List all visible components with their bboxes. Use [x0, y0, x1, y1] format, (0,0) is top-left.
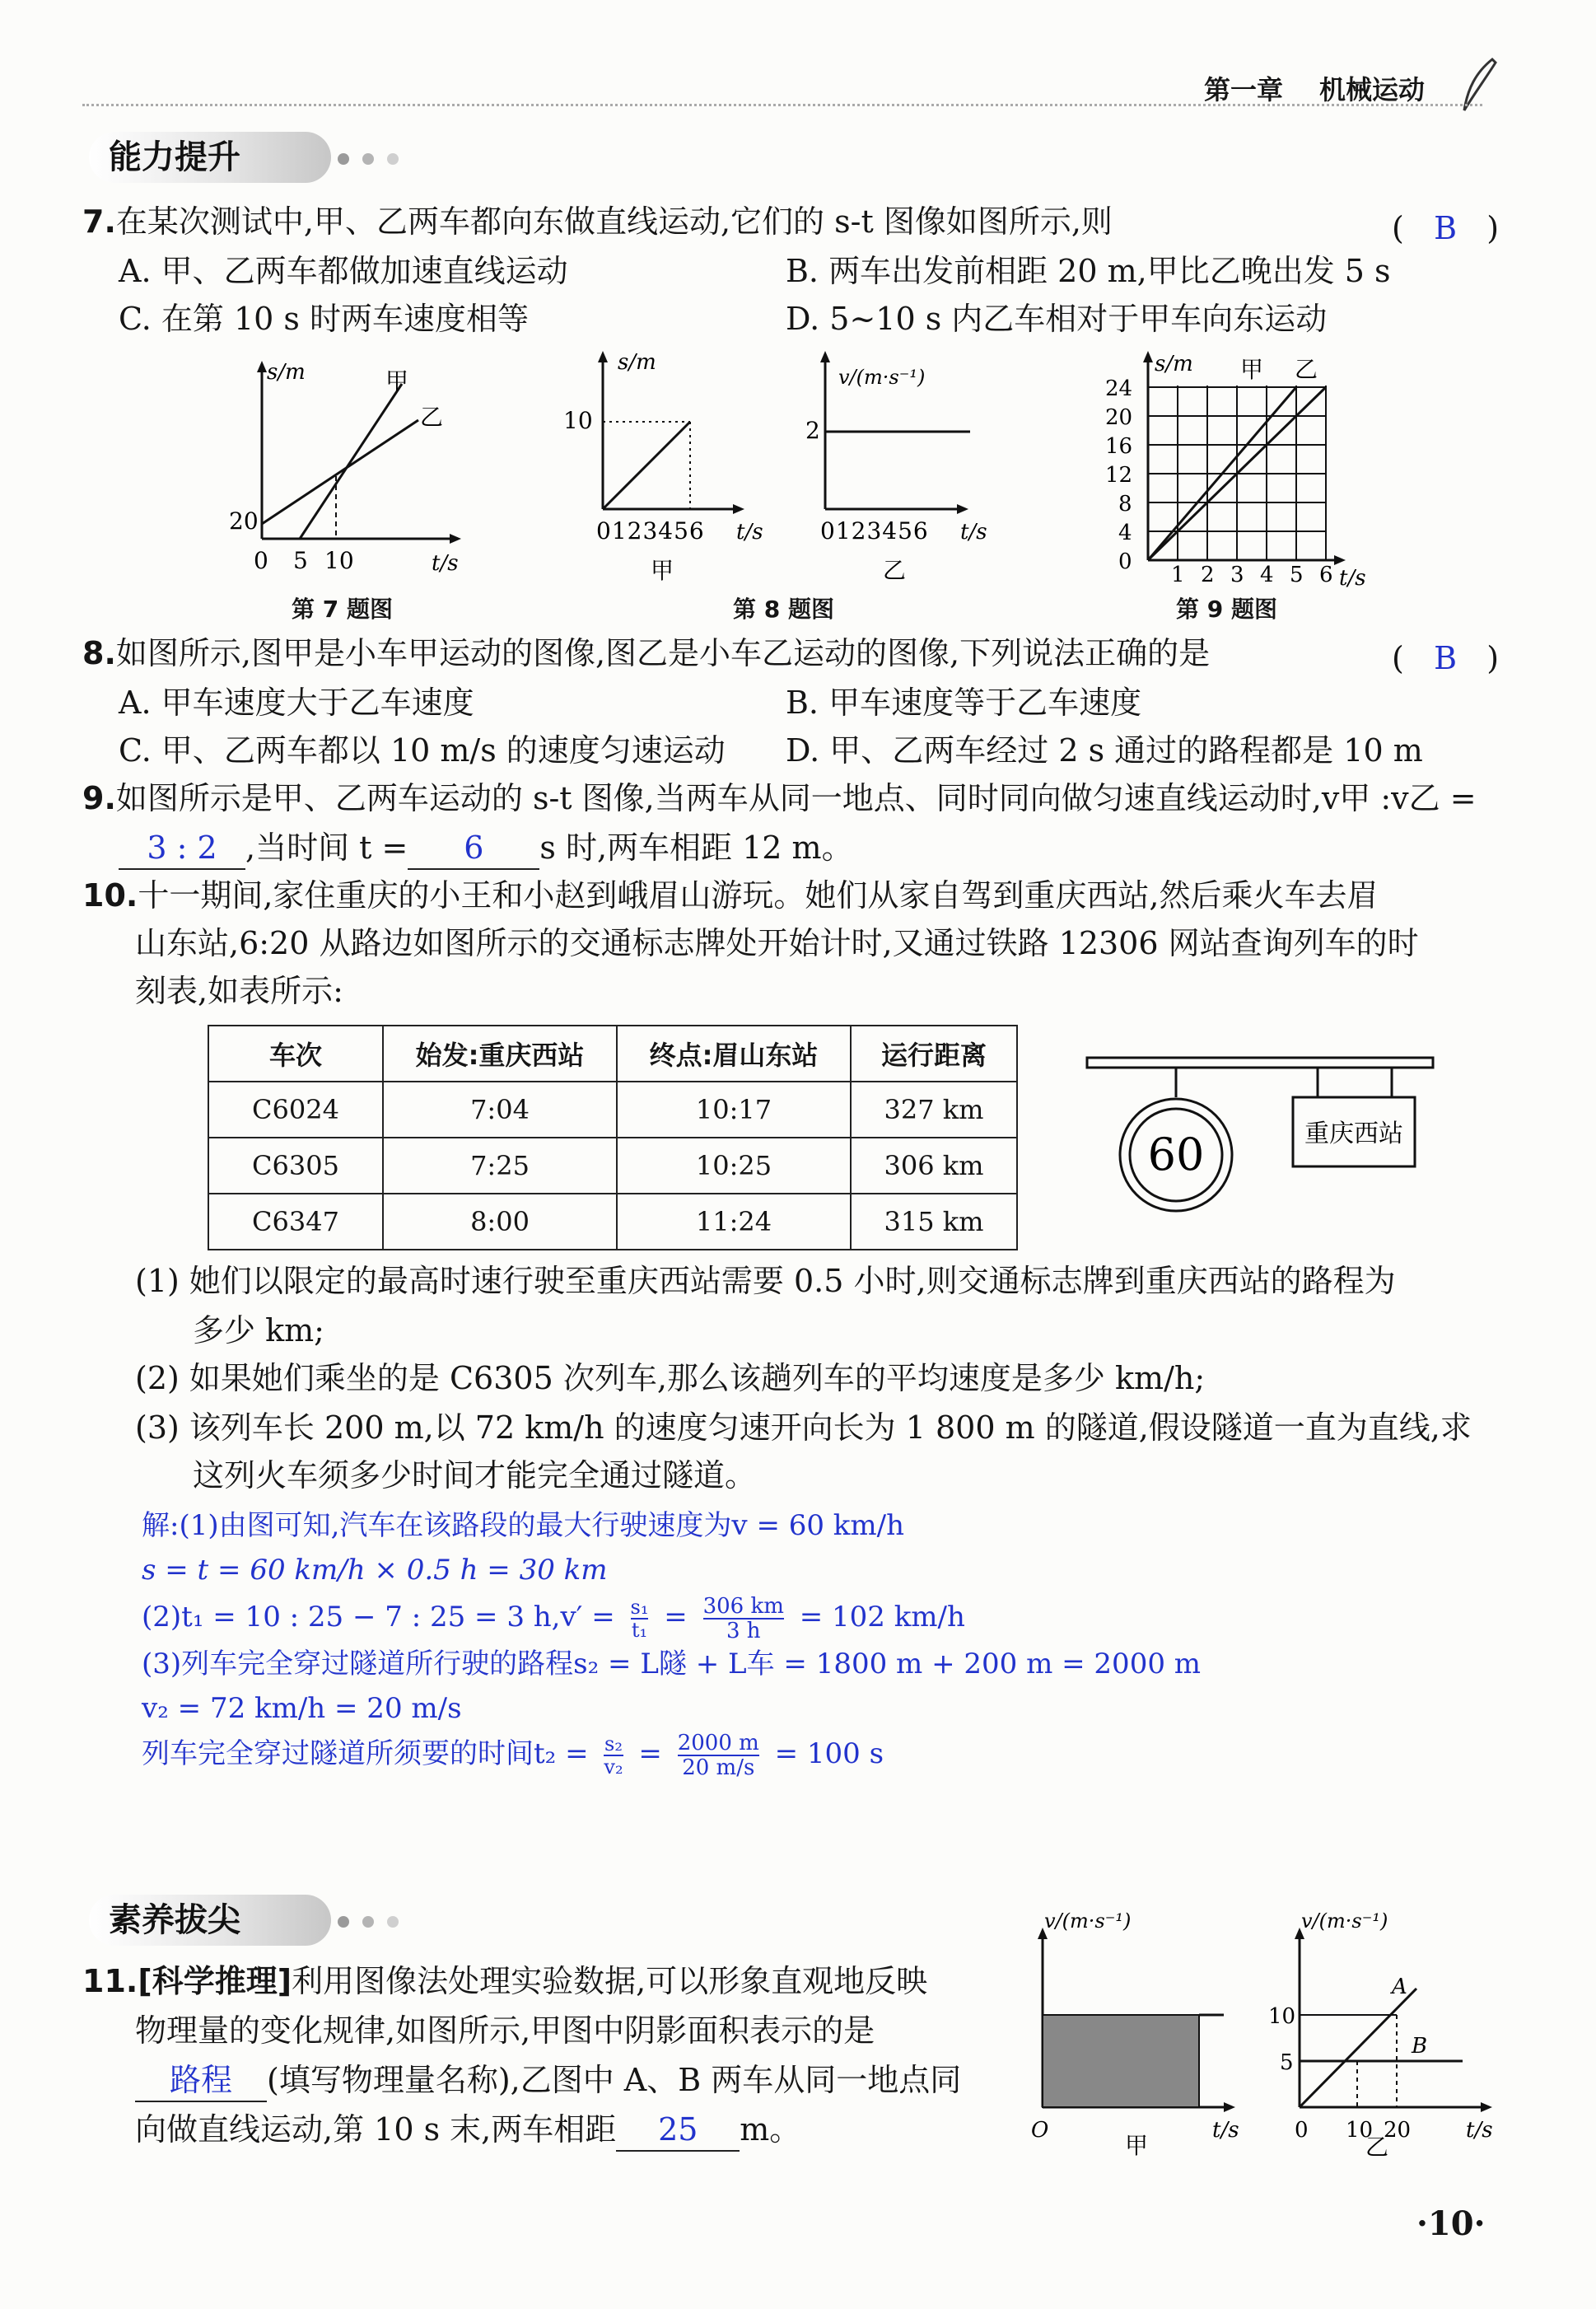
fig11-x20: 20 [1384, 2118, 1412, 2143]
fig9-ytick: 0 [1118, 549, 1132, 574]
page-header [1194, 66, 1524, 107]
figure-q11-yi [1260, 1911, 1524, 2158]
solution-line3: (2)t₁ = 10 : 25 − 7 : 25 = 3 h,v′ = $\frac{\text{s₁}}{\text{t₁}}$ = $\frac{306 km}{3 h}$ = 102 km/h [142, 1594, 965, 1643]
q9-line2: 3 : 2 ,当时间 t = 6 s 时,两车相距 12 m。 [119, 827, 853, 870]
fig7-label-yi: 乙 [420, 404, 444, 431]
fig8-xlabel1: t/s [736, 520, 763, 545]
fig9-ytick: 8 [1118, 492, 1132, 516]
q7-stem: 7.在某次测试中,甲、乙两车都向东做直线运动,它们的 s-t 图像如图所示,则 [82, 203, 1113, 240]
fig7-line-jia [300, 384, 402, 539]
q10-line1: 10.十一期间,家住重庆的小王和小赵到峨眉山游玩。她们从家自驾到重庆西站,然后乘火车去眉 [82, 877, 1379, 914]
q7-option-b: B. 两车出发前相距 20 m,甲比乙晚出发 5 s [786, 253, 1391, 289]
table-cell: 7:25 [383, 1138, 617, 1194]
fig11-origin: O [1031, 2118, 1049, 2143]
page-number: ·10· [1416, 2204, 1486, 2243]
fig9-xlabel: t/s [1339, 566, 1366, 591]
figure-q8-yi [791, 346, 1005, 585]
fig9-xtick: 2 [1201, 563, 1215, 587]
q9-stem: 9.如图所示是甲、乙两车运动的 s-t 图像,当两车从同一地点、同时同向做匀速直线运动时,v甲 :v乙 = [82, 780, 1477, 816]
fig7-y20: 20 [229, 507, 259, 535]
q11-answer-distance: 25 [616, 2109, 740, 2152]
train-timetable [208, 1025, 1018, 1250]
table-cell: 8:00 [383, 1194, 617, 1250]
fig8-xticks1: 0123456 [596, 517, 705, 545]
q10-part1b: 多少 km; [193, 1312, 324, 1348]
table-header: 运行距离 [851, 1026, 1017, 1082]
fig7-x5: 5 [293, 547, 308, 574]
fig9-ylabel: s/m [1155, 352, 1193, 376]
fig9-xtick: 3 [1230, 563, 1244, 587]
traffic-sign [1079, 1048, 1441, 1237]
q7-option-c: C. 在第 10 s 时两车速度相等 [119, 301, 529, 337]
fig9-ytick: 20 [1105, 405, 1133, 430]
fig11-x0: 0 [1295, 2118, 1309, 2143]
fig7-label-jia: 甲 [385, 367, 409, 395]
dot-decor [362, 1916, 374, 1928]
fig9-caption: 第 9 题图 [1176, 596, 1277, 623]
fig7-x10: 10 [324, 547, 354, 574]
fig8-label-yi: 乙 [883, 557, 907, 584]
fig8-y10: 10 [563, 407, 593, 434]
fig9-label-jia: 甲 [1240, 356, 1264, 383]
q10-part2: (2) 如果她们乘坐的是 C6305 次列车,那么该趟列车的平均速度是多少 km/h; [135, 1360, 1206, 1396]
fig9-xtick: 5 [1290, 563, 1304, 587]
q8-answer: ( B ) [1392, 640, 1500, 676]
q7-answer: ( B ) [1392, 210, 1500, 246]
table-header: 始发:重庆西站 [383, 1026, 617, 1082]
table-cell: 315 km [851, 1194, 1017, 1250]
fig7-line-yi [262, 420, 418, 524]
header-rule [82, 104, 1482, 106]
q8-option-b: B. 甲车速度等于乙车速度 [786, 685, 1142, 721]
fig8-line-jia [603, 422, 690, 509]
table-cell: 10:17 [617, 1082, 851, 1138]
fig11-ylabel-jia: v/(m·s⁻¹) [1044, 1911, 1132, 1933]
fig7-caption: 第 7 题图 [292, 596, 393, 623]
figure-q9 [1104, 346, 1375, 593]
fig8-y2: 2 [805, 417, 820, 444]
q8-stem: 8.如图所示,图甲是小车甲运动的图像,图乙是小车乙运动的图像,下列说法正确的是 [82, 635, 1211, 671]
fig8-xticks2: 0123456 [820, 517, 929, 545]
table-cell: 306 km [851, 1138, 1017, 1194]
q9-answer-time: 6 [408, 827, 539, 870]
dot-decor [362, 153, 374, 165]
figure-q7 [198, 354, 494, 585]
section-title-ability: 能力提升 [89, 132, 331, 183]
fig11-label-B: B [1412, 2034, 1428, 2059]
chapter-label: 第一章 [1204, 74, 1284, 105]
solution-line2: s = t = 60 km/h × 0.5 h = 30 km [142, 1554, 608, 1587]
fig11-y10: 10 [1268, 2004, 1296, 2029]
q11-line4: 向做直线运动,第 10 s 末,两车相距 25 m。 [135, 2109, 800, 2152]
q8-option-a: A. 甲车速度大于乙车速度 [119, 685, 474, 721]
shaded-area [1043, 2015, 1199, 2107]
fig11-label-yi: 乙 [1365, 2134, 1389, 2158]
fig8-caption: 第 8 题图 [733, 596, 834, 623]
fig8-ylabel2: v/(m·s⁻¹) [838, 366, 926, 389]
q11-line3: 路程 (填写物理量名称),乙图中 A、B 两车从同一地点同 [135, 2059, 961, 2102]
table-cell: C6305 [208, 1138, 383, 1194]
section-title-excellence: 素养拔尖 [89, 1895, 331, 1946]
fig8-label-jia: 甲 [651, 557, 674, 584]
q10-part1a: (1) 她们以限定的最高时速行驶至重庆西站需要 0.5 小时,则交通标志牌到重庆西站的路程为 [135, 1263, 1396, 1299]
q10-part3a: (3) 该列车长 200 m,以 72 km/h 的速度匀速开向长为 1 800 m 的隧道,假设隧道一直为直线,求 [135, 1409, 1472, 1446]
q11-answer-quantity: 路程 [135, 2059, 267, 2102]
fig11-x10: 10 [1346, 2118, 1374, 2143]
q10-part3b: 这列火车须多少时间才能完全通过隧道。 [193, 1457, 757, 1493]
table-header: 终点:眉山东站 [617, 1026, 851, 1082]
q9-answer-ratio: 3 : 2 [119, 827, 245, 870]
fig9-xtick: 1 [1171, 563, 1185, 587]
table-header: 车次 [208, 1026, 383, 1082]
table-cell: 10:25 [617, 1138, 851, 1194]
fig11-xlabel-yi: t/s [1466, 2118, 1493, 2143]
figure-q11-jia [1029, 1911, 1276, 2158]
fig11-y5: 5 [1280, 2050, 1294, 2075]
fig7-x0: 0 [254, 547, 268, 574]
table-cell: 7:04 [383, 1082, 617, 1138]
speed-limit-value: 60 [1147, 1129, 1205, 1180]
fig8-ylabel1: s/m [618, 350, 656, 375]
fig11-ylabel-yi: v/(m·s⁻¹) [1301, 1911, 1388, 1933]
q11-line1: 11.[科学推理]利用图像法处理实验数据,可以形象直观地反映 [82, 1963, 928, 1999]
table-cell: 11:24 [617, 1194, 851, 1250]
table-row [208, 1194, 1017, 1250]
q11-line2: 物理量的变化规律,如图所示,甲图中阴影面积表示的是 [135, 2012, 875, 2049]
table-header-row [208, 1026, 1017, 1082]
figure-q8-jia [560, 346, 774, 585]
fig9-xtick: 4 [1260, 563, 1274, 587]
dot-decor [387, 153, 399, 165]
fig11-label-jia: 甲 [1125, 2132, 1149, 2158]
q10-line2: 山东站,6:20 从路边如图所示的交通标志牌处开始计时,又通过铁路 12306 网站查询列车的时 [135, 925, 1419, 961]
table-cell: 327 km [851, 1082, 1017, 1138]
solution-line5: v₂ = 72 km/h = 20 m/s [142, 1692, 462, 1725]
q8-option-c: C. 甲、乙两车都以 10 m/s 的速度匀速运动 [119, 732, 726, 769]
fig7-xlabel: t/s [432, 551, 459, 576]
fig9-label-yi: 乙 [1295, 356, 1318, 383]
station-sign-text: 重庆西站 [1304, 1119, 1403, 1148]
solution-line6: 列车完全穿过隧道所须要的时间t₂ = $\frac{\text{s₂}}{\text{v₂}}$ = $\frac{2000 m}{20 m/s}$ = 100 s [142, 1731, 884, 1780]
chapter-title: 机械运动 [1319, 74, 1426, 105]
table-cell: C6347 [208, 1194, 383, 1250]
fig8-xlabel2: t/s [960, 520, 987, 545]
q10-line3: 刻表,如表所示: [135, 973, 343, 1009]
table-row [208, 1138, 1017, 1194]
dot-decor [338, 153, 349, 165]
table-cell: C6024 [208, 1082, 383, 1138]
table-row [208, 1082, 1017, 1138]
q7-option-d: D. 5~10 s 内乙车相对于甲车向东运动 [786, 301, 1328, 337]
fig9-ytick: 24 [1105, 376, 1133, 401]
dot-decor [338, 1916, 349, 1928]
fig7-ylabel: s/m [267, 360, 306, 385]
solution-line1: 解:(1)由图可知,汽车在该路段的最大行驶速度为v = 60 km/h [142, 1509, 905, 1542]
fig9-ytick: 16 [1105, 434, 1133, 459]
fig9-ytick: 4 [1118, 521, 1132, 545]
fig9-xtick: 6 [1319, 563, 1333, 587]
fig11-label-A: A [1392, 1975, 1407, 1999]
solution-line4: (3)列车完全穿过隧道所行驶的路程s₂ = L隧 + L车 = 1800 m + 200 m = 2000 m [142, 1648, 1202, 1680]
q7-option-a: A. 甲、乙两车都做加速直线运动 [119, 253, 568, 289]
fig9-ytick: 12 [1105, 463, 1133, 488]
fig11-xlabel-jia: t/s [1212, 2118, 1239, 2143]
dot-decor [387, 1916, 399, 1928]
q8-option-d: D. 甲、乙两车经过 2 s 通过的路程都是 10 m [786, 732, 1423, 769]
